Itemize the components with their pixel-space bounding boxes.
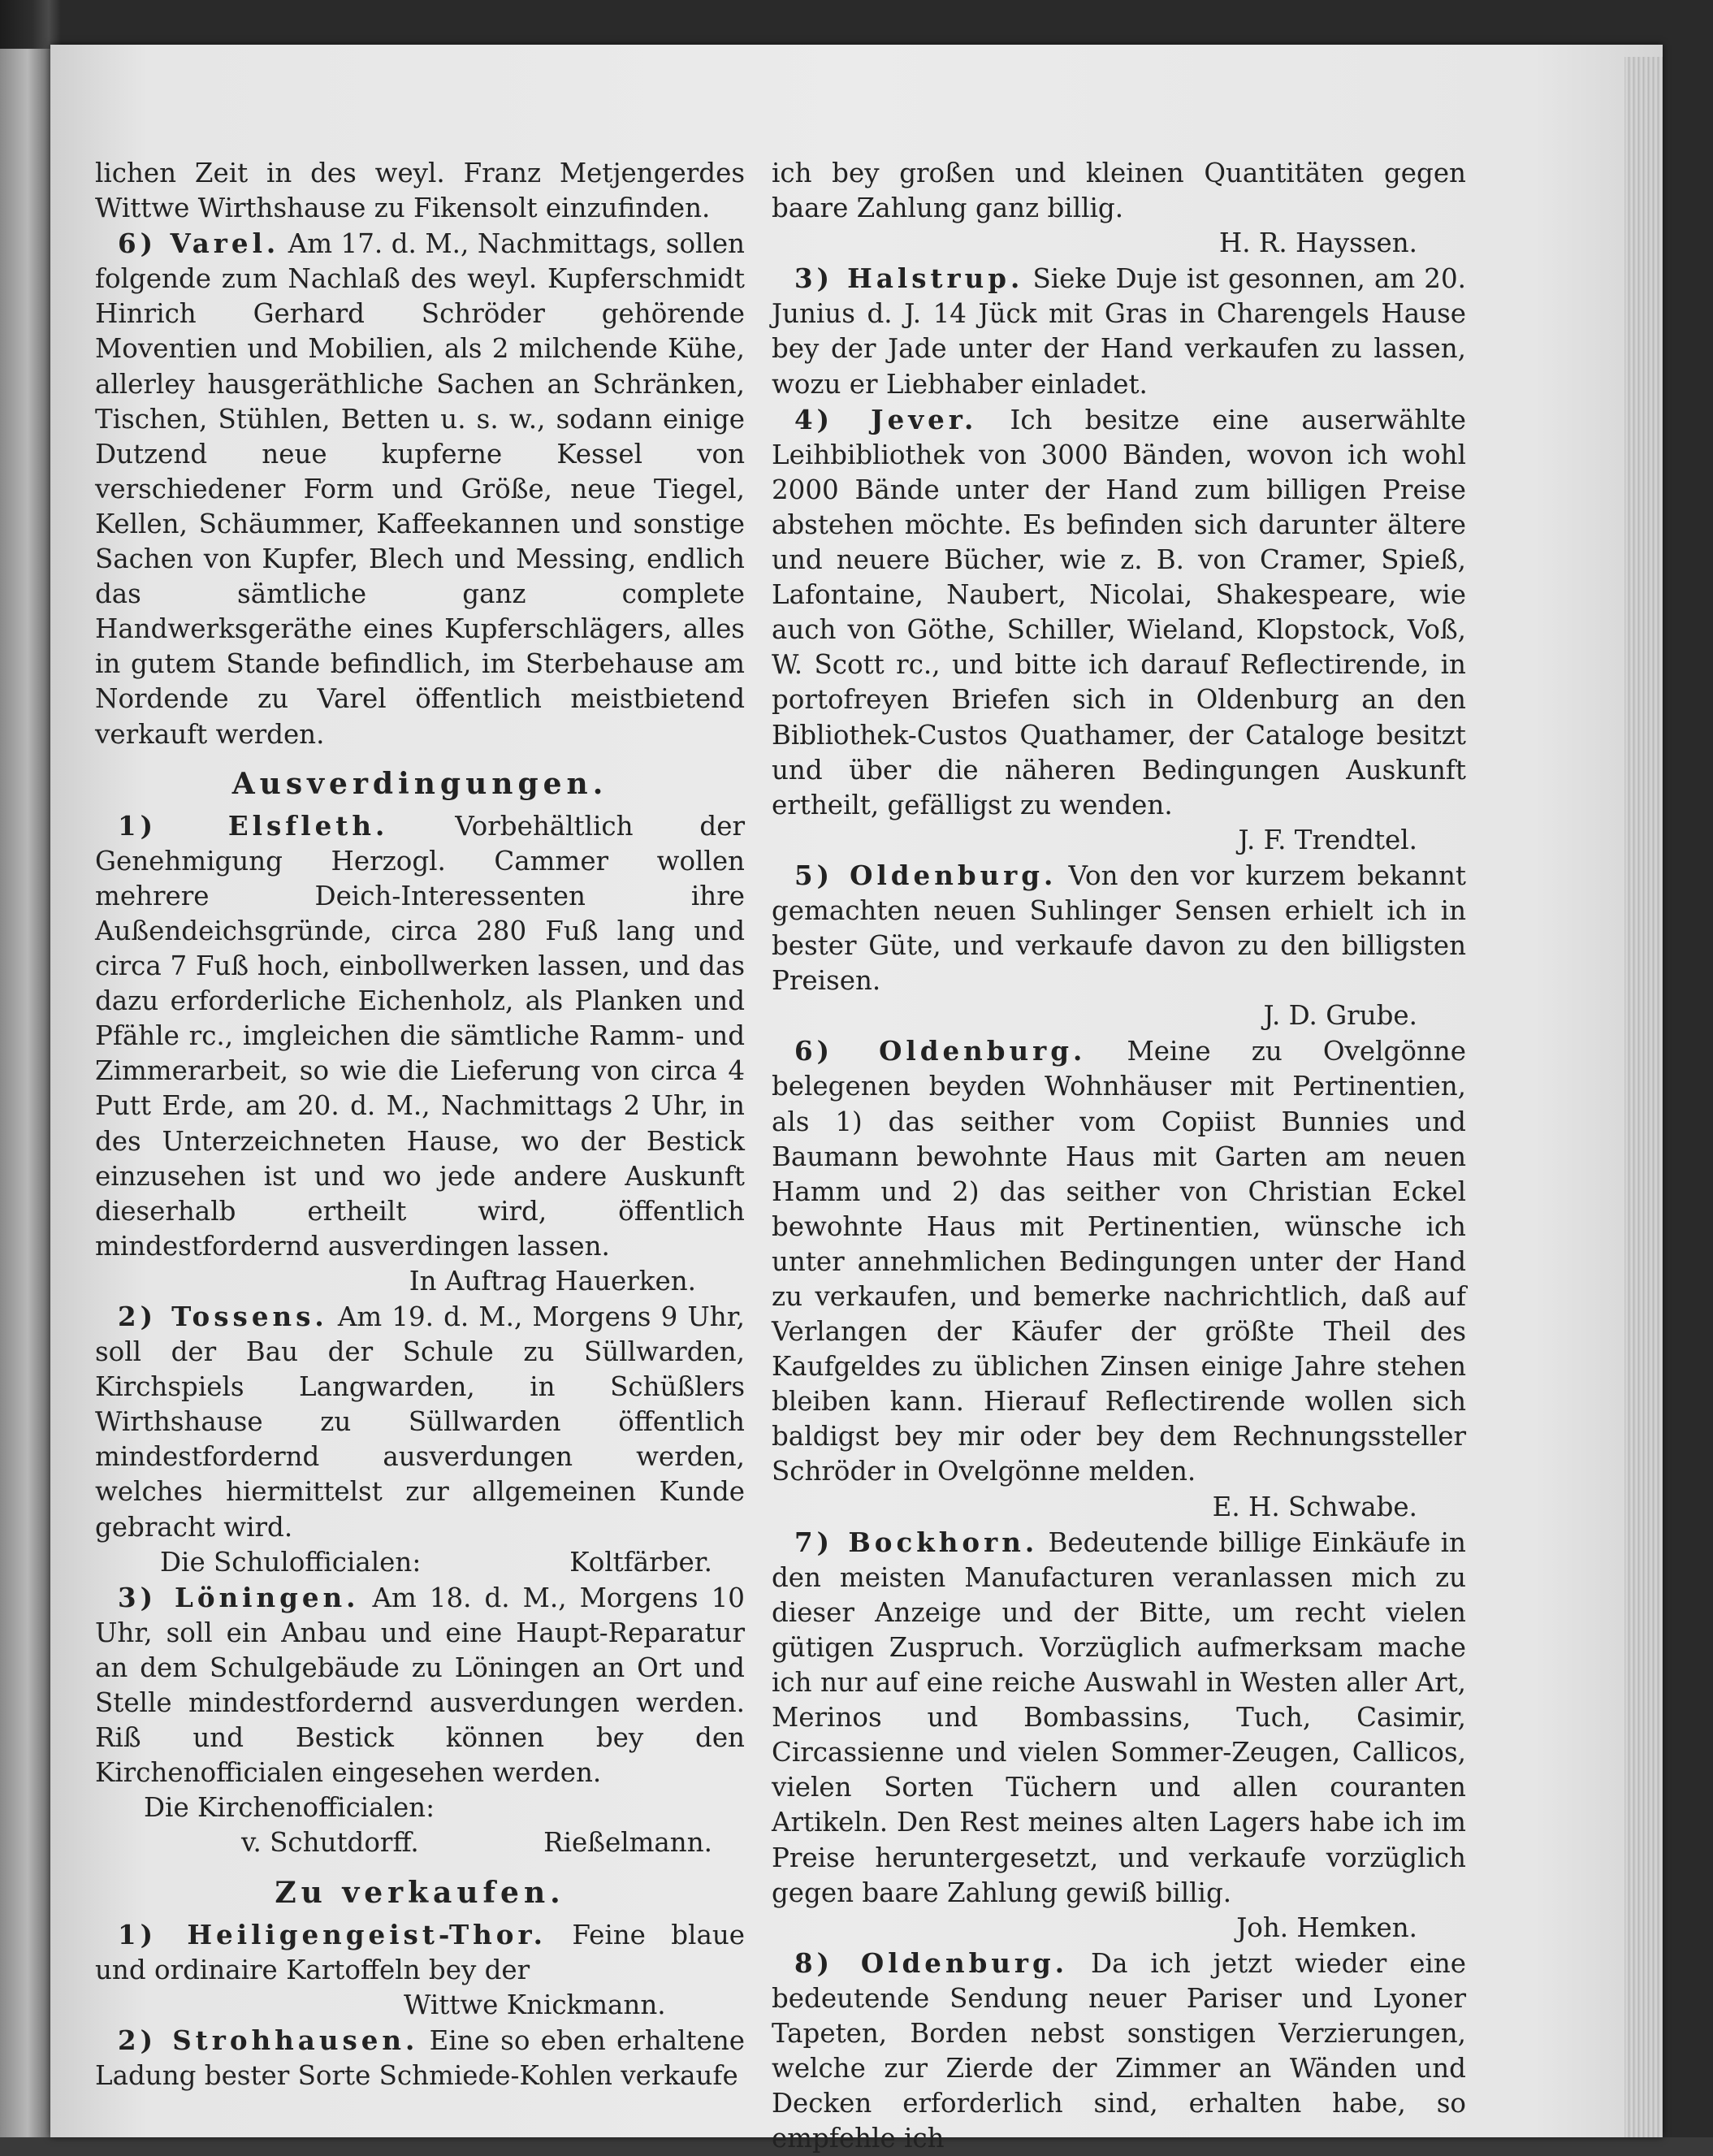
paragraph-text: Am 17. d. M., Nachmittags, sollen folgende zum Nachlaß des weyl. Kupferschmidt Hinrich Gerhard Schröder gehörende Moventien und Mobilien, als 2 milchende Kühe, allerley hausgeräthliche Sachen an Schränken, Tischen, Stühlen, Betten u. s. w., sodann einige Dutzend neue kupferne Kessel von verschiedener Form und Größe, neue Tiegel, Kellen, Schäummer, Kaffeekannen und sonstige Sachen von Kupfer, Blech und Messing, endlich das sämtliche ganz complete Handwerksgeräthe eines Kupferschlägers, alles in gutem Stande befindlich, im Sterbehause am Nordende zu Varel öffentlich meistbietend verkauft werden.	[95, 228, 745, 750]
previous-page-edge	[0, 49, 50, 2137]
location-label: 1) Heiligengeist-Thor.	[118, 1918, 547, 1950]
signature-block	[95, 1545, 745, 1580]
signature: J. F. Trendtel.	[1238, 824, 1417, 855]
paragraph: lichen Zeit in des weyl. Franz Metjengerdes Wittwe Wirthshause zu Fikensolt einzufinden.	[95, 158, 745, 224]
signature-label: Die Kirchenofficialen:	[144, 1792, 435, 1824]
signature: J. D. Grube.	[1263, 1000, 1417, 1032]
signature-block	[95, 1825, 745, 1860]
page-stack-edge	[1624, 57, 1663, 2137]
location-label: 2) Strohhausen.	[118, 2024, 419, 2056]
signature: v. Schutdorff.	[241, 1827, 419, 1859]
paragraph	[95, 1299, 745, 1545]
paragraph	[95, 1580, 745, 1791]
paragraph-text: Von den vor kurzem bekannt gemachten neuen Suhlinger Sensen erhielt ich in bester Güte, und verkaufe davon zu den billigsten Preisen.	[772, 859, 1466, 997]
paragraph-text: Bedeutende billige Einkäufe in den meisten Manufacturen veranlassen mich zu dieser Anzeige und der Bitte, um recht vielen gütigen Zuspruch. Vorzüglich aufmerksam mache ich nur auf eine reiche Auswahl in Westen aller Art, Merinos und Bombassins, Tuch, Casimir, Circassienne und vielen Sommer-Zeugen, Callicos, vielen Sorten Tüchern und allen couranten Artikeln. Den Rest meines alten Lagers habe ich im Preise heruntergesetzt, und verkaufe vorzüglich gegen baare Zahlung gewiß billig.	[772, 1526, 1466, 1908]
paragraph-text: Eine so eben erhaltene Ladung bester Sorte Schmiede-Kohlen verkaufe	[95, 2024, 746, 2091]
location-label: 1) Elsfleth.	[118, 809, 389, 842]
signature: Koltfärber.	[569, 1546, 712, 1578]
paragraph	[95, 808, 745, 1264]
paragraph-text: Vorbehältlich der Genehmigung Herzogl. Cammer wollen mehrere Deich-Interessenten ihre Außendeichsgründe, circa 280 Fuß lang und circa 7 Fuß hoch, einbollwerken lassen, und das dazu erforderliche Eichenholz, als Planken und Pfähle rc., imgleichen die sämtliche Ramm- und Zimmerarbeit, so wie die Lieferung von circa 4 Putt Erde, am 20. d. M., Nachmittags 2 Uhr, in des Unterzeichneten Hause, wo der Bestick einzusehen ist und wo jede andere Auskunft dieserhalb ertheilt wird, öffentlich mindestfordernd ausverdingen lassen.	[95, 810, 745, 1262]
paragraph-text: Am 19. d. M., Morgens 9 Uhr, soll der Bau der Schule zu Süllwarden, Kirchspiels Langwarden, in Schüßlers Wirthshause zu Süllwarden öffentlich mindestfordernd ausverdungen werden, welches hiermittelst zur allgemeinen Kunde gebracht wird.	[95, 1301, 745, 1543]
signature: Wittwe Knickmann.	[404, 1989, 666, 2020]
location-label: 2) Tossens.	[118, 1301, 328, 1332]
signature: E. H. Schwabe.	[1212, 1491, 1417, 1522]
paragraph	[772, 1946, 1466, 2156]
paragraph	[772, 402, 1466, 823]
paragraph-text: Feine blaue und ordinaire Kartoffeln bey der	[95, 1919, 745, 1985]
signature: Joh. Hemken.	[1236, 1911, 1417, 1943]
paragraph	[772, 1033, 1466, 1489]
location-label: 3) Löningen.	[118, 1581, 360, 1613]
right-column	[772, 156, 1466, 2156]
signature: H. R. Hayssen.	[1218, 227, 1417, 259]
location-label: 8) Oldenburg.	[794, 1946, 1069, 1979]
signature: Rießelmann.	[543, 1827, 712, 1859]
paragraph	[95, 226, 745, 751]
location-label: 7) Bockhorn.	[794, 1526, 1039, 1558]
paragraph	[772, 156, 1466, 226]
location-label: 6) Oldenburg.	[794, 1035, 1087, 1067]
signature: In Auftrag Hauerken.	[409, 1265, 696, 1297]
section-heading: Ausverdingungen.	[231, 766, 608, 801]
location-label: 5) Oldenburg.	[794, 859, 1058, 891]
paragraph	[95, 2023, 745, 2093]
paragraph-text: Sieke Duje ist gesonnen, am 20. Junius d. J. 14 Jück mit Gras in Charengels Hause bey der Jade unter der Hand verkaufen zu lassen, wozu er Liebhaber einladet.	[772, 263, 1466, 400]
location-label: 6) Varel.	[118, 227, 280, 260]
paragraph-text: Meine zu Ovelgönne belegenen beyden Wohnhäuser mit Pertinentien, als 1) das seither vom Copiist Bunnies und Baumann bewohnte Haus mit Garten am neuen Hamm und 2) das seither von Christian Eckel bewohnte Haus mit Pertinentien, wünsche ich unter annehmlichen Bedingungen unter der Hand zu verkaufen, und bemerke nachrichtlich, daß auf Verlangen der Käufer der größte Theil des Kaufgeldes zu üblichen Zinsen einige Jahre stehen bleiben kann. Hierauf Reflectirende wollen sich baldigst bey mir oder bey dem Rechnungssteller Schröder in Ovelgönne melden.	[772, 1036, 1466, 1487]
paragraph-text: Ich besitze eine auserwählte Leihbibliothek von 3000 Bänden, wovon ich wohl 2000 Bände unter der Hand zum billigen Preise abstehen möchte. Es befinden sich darunter ältere und neuere Bücher, wie z. B. von Cramer, Spieß, Lafontaine, Naubert, Nicolai, Shakespeare, wie auch von Göthe, Schiller, Wieland, Klopstock, Voß, W. Scott rc., und bitte ich darauf Reflectirende, in portofreyen Briefen sich in Oldenburg an den Bibliothek-Custos Quathamer, der Cataloge besitzt und über die näheren Bedingungen Auskunft ertheilt, gefälligst zu wenden.	[772, 404, 1466, 820]
paragraph	[772, 261, 1466, 401]
location-label: 3) Halstrup.	[794, 262, 1024, 295]
paragraph-text: Am 18. d. M., Morgens 10 Uhr, soll ein Anbau und eine Haupt-Reparatur an dem Schulgebäude zu Löningen an Ort und Stelle mindestfordernd ausverdungen werden. Riß und Bestick können bey den Kirchenofficialen eingesehen werden.	[95, 1582, 745, 1789]
paragraph-text: ich bey großen und kleinen Quantitäten gegen baare Zahlung ganz billig.	[772, 158, 1466, 224]
paragraph	[95, 1917, 745, 1988]
paragraph	[772, 858, 1466, 998]
location-label: 4) Jever.	[794, 403, 978, 435]
paragraph	[772, 1525, 1466, 1911]
section-heading: Zu verkaufen.	[275, 1875, 565, 1910]
signature-label: Die Schulofficialen:	[160, 1546, 422, 1578]
left-column	[95, 156, 745, 2093]
paragraph-text: Da ich jetzt wieder eine bedeutende Sendung neuer Pariser und Lyoner Tapeten, Borden nebst sonstigen Verzierungen, welche zur Zierde der Zimmer an Wänden und Decken erforderlich sind, erhalten habe, so empfehle ich	[772, 1947, 1466, 2154]
